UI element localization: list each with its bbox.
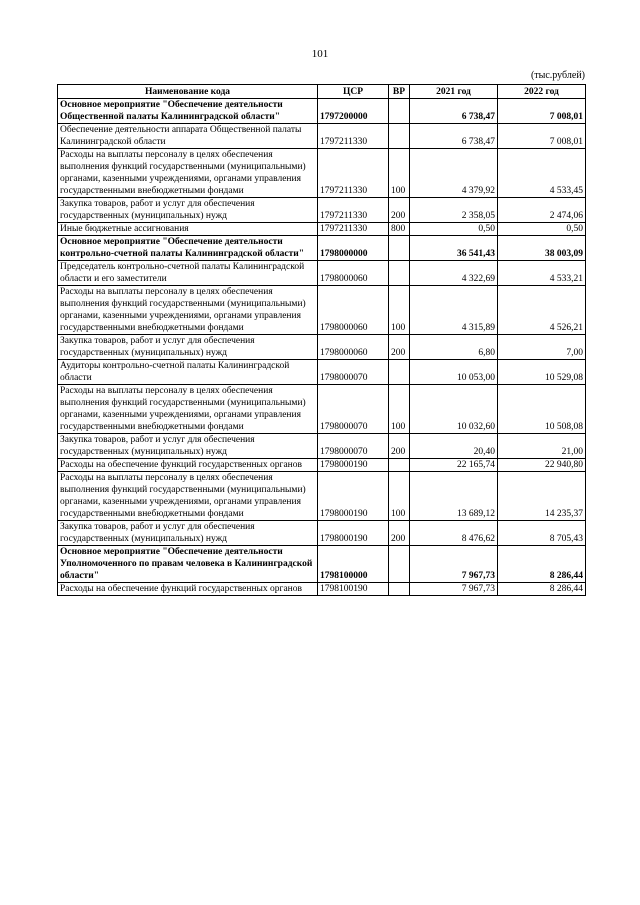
cell-csr: 1798000190 <box>318 521 389 546</box>
cell-2022: 7,00 <box>498 335 586 360</box>
column-header-name: Наименование кода <box>58 85 318 99</box>
cell-csr: 1798000190 <box>318 459 389 472</box>
cell-2021: 6,80 <box>410 335 498 360</box>
cell-name: Расходы на выплаты персоналу в целях обеспечения выполнения функций государственными (муниципальными) органами, казенными учреждениями, органами управления государственными внебюджетными фондами <box>58 472 318 521</box>
cell-csr: 1798000060 <box>318 335 389 360</box>
table-row <box>58 472 586 521</box>
cell-vr: 200 <box>389 335 410 360</box>
cell-2021: 20,40 <box>410 434 498 459</box>
cell-2021: 4 322,69 <box>410 261 498 286</box>
cell-2021: 2 358,05 <box>410 198 498 223</box>
column-header-2021: 2021 год <box>410 85 498 99</box>
cell-csr: 1798000060 <box>318 261 389 286</box>
cell-vr <box>389 459 410 472</box>
cell-csr: 1798000070 <box>318 434 389 459</box>
cell-2022: 38 003,09 <box>498 236 586 261</box>
cell-vr <box>389 99 410 124</box>
table-row <box>58 236 586 261</box>
cell-2022: 10 529,08 <box>498 360 586 385</box>
cell-vr: 200 <box>389 434 410 459</box>
cell-2022: 4 526,21 <box>498 286 586 335</box>
column-header-csr: ЦСР <box>318 85 389 99</box>
table-row <box>58 124 586 149</box>
cell-name: Председатель контрольно-счетной палаты Калининградской области и его заместители <box>58 261 318 286</box>
cell-vr: 100 <box>389 286 410 335</box>
cell-csr: 1798000070 <box>318 385 389 434</box>
cell-2021: 22 165,74 <box>410 459 498 472</box>
cell-csr: 1798000000 <box>318 236 389 261</box>
cell-vr <box>389 546 410 583</box>
cell-2021: 4 315,89 <box>410 286 498 335</box>
cell-2022: 8 705,43 <box>498 521 586 546</box>
cell-2022: 7 008,01 <box>498 99 586 124</box>
table-header-row <box>58 85 586 99</box>
cell-vr: 200 <box>389 521 410 546</box>
cell-2021: 10 032,60 <box>410 385 498 434</box>
table-row <box>58 434 586 459</box>
cell-name: Основное мероприятие "Обеспечение деятельности Общественной палаты Калининградской области" <box>58 99 318 124</box>
cell-name: Иные бюджетные ассигнования <box>58 223 318 236</box>
cell-2021: 6 738,47 <box>410 99 498 124</box>
cell-2021: 6 738,47 <box>410 124 498 149</box>
table-row <box>58 286 586 335</box>
cell-2022: 8 286,44 <box>498 546 586 583</box>
cell-name: Основное мероприятие "Обеспечение деятельности контрольно-счетной палаты Калининградской области" <box>58 236 318 261</box>
table-row <box>58 223 586 236</box>
cell-2021: 8 476,62 <box>410 521 498 546</box>
table-row <box>58 546 586 583</box>
cell-2021: 7 967,73 <box>410 583 498 596</box>
table-row <box>58 99 586 124</box>
units-label: (тыс.рублей) <box>530 70 585 81</box>
table-row <box>58 385 586 434</box>
cell-name: Закупка товаров, работ и услуг для обеспечения государственных (муниципальных) нужд <box>58 434 318 459</box>
cell-2022: 14 235,37 <box>498 472 586 521</box>
cell-2021: 0,50 <box>410 223 498 236</box>
cell-csr: 1797211330 <box>318 223 389 236</box>
cell-csr: 1797211330 <box>318 149 389 198</box>
cell-2021: 7 967,73 <box>410 546 498 583</box>
cell-name: Закупка товаров, работ и услуг для обеспечения государственных (муниципальных) нужд <box>58 521 318 546</box>
cell-csr: 1798000070 <box>318 360 389 385</box>
table-row <box>58 261 586 286</box>
cell-csr: 1797211330 <box>318 124 389 149</box>
cell-vr <box>389 261 410 286</box>
cell-vr <box>389 583 410 596</box>
cell-2022: 4 533,45 <box>498 149 586 198</box>
cell-name: Аудиторы контрольно-счетной палаты Калининградской области <box>58 360 318 385</box>
cell-2022: 7 008,01 <box>498 124 586 149</box>
column-header-2022: 2022 год <box>498 85 586 99</box>
cell-2021: 36 541,43 <box>410 236 498 261</box>
cell-2022: 4 533,21 <box>498 261 586 286</box>
budget-table <box>57 84 586 596</box>
cell-name: Расходы на выплаты персоналу в целях обеспечения выполнения функций государственными (муниципальными) органами, казенными учреждениями, органами управления государственными внебюджетными фондами <box>58 286 318 335</box>
table-row <box>58 149 586 198</box>
table-body <box>58 99 586 596</box>
table-row <box>58 459 586 472</box>
column-header-vr: ВР <box>389 85 410 99</box>
cell-2022: 10 508,08 <box>498 385 586 434</box>
cell-2022: 0,50 <box>498 223 586 236</box>
cell-vr: 100 <box>389 385 410 434</box>
cell-vr: 100 <box>389 472 410 521</box>
table-row <box>58 521 586 546</box>
cell-csr: 1798100190 <box>318 583 389 596</box>
table-row <box>58 583 586 596</box>
page-number: 101 <box>311 48 329 60</box>
cell-vr <box>389 236 410 261</box>
cell-vr <box>389 360 410 385</box>
cell-2022: 8 286,44 <box>498 583 586 596</box>
cell-2022: 2 474,06 <box>498 198 586 223</box>
cell-name: Закупка товаров, работ и услуг для обеспечения государственных (муниципальных) нужд <box>58 335 318 360</box>
cell-vr: 100 <box>389 149 410 198</box>
table-row <box>58 335 586 360</box>
cell-name: Обеспечение деятельности аппарата Общественной палаты Калининградской области <box>58 124 318 149</box>
cell-2021: 13 689,12 <box>410 472 498 521</box>
cell-name: Расходы на выплаты персоналу в целях обеспечения выполнения функций государственными (муниципальными) органами, казенными учреждениями, органами управления государственными внебюджетными фондами <box>58 385 318 434</box>
cell-name: Закупка товаров, работ и услуг для обеспечения государственных (муниципальных) нужд <box>58 198 318 223</box>
cell-2022: 22 940,80 <box>498 459 586 472</box>
cell-csr: 1797211330 <box>318 198 389 223</box>
cell-csr: 1798100000 <box>318 546 389 583</box>
cell-2021: 4 379,92 <box>410 149 498 198</box>
cell-name: Расходы на обеспечение функций государственных органов <box>58 583 318 596</box>
table-row <box>58 360 586 385</box>
cell-name: Расходы на обеспечение функций государственных органов <box>58 459 318 472</box>
cell-2022: 21,00 <box>498 434 586 459</box>
cell-csr: 1798000060 <box>318 286 389 335</box>
cell-2021: 10 053,00 <box>410 360 498 385</box>
cell-name: Основное мероприятие "Обеспечение деятельности Уполномоченного по правам человека в Калининградской области" <box>58 546 318 583</box>
cell-csr: 1797200000 <box>318 99 389 124</box>
cell-vr: 800 <box>389 223 410 236</box>
cell-vr <box>389 124 410 149</box>
cell-vr: 200 <box>389 198 410 223</box>
cell-csr: 1798000190 <box>318 472 389 521</box>
cell-name: Расходы на выплаты персоналу в целях обеспечения выполнения функций государственными (муниципальными) органами, казенными учреждениями, органами управления государственными внебюджетными фондами <box>58 149 318 198</box>
table-row <box>58 198 586 223</box>
